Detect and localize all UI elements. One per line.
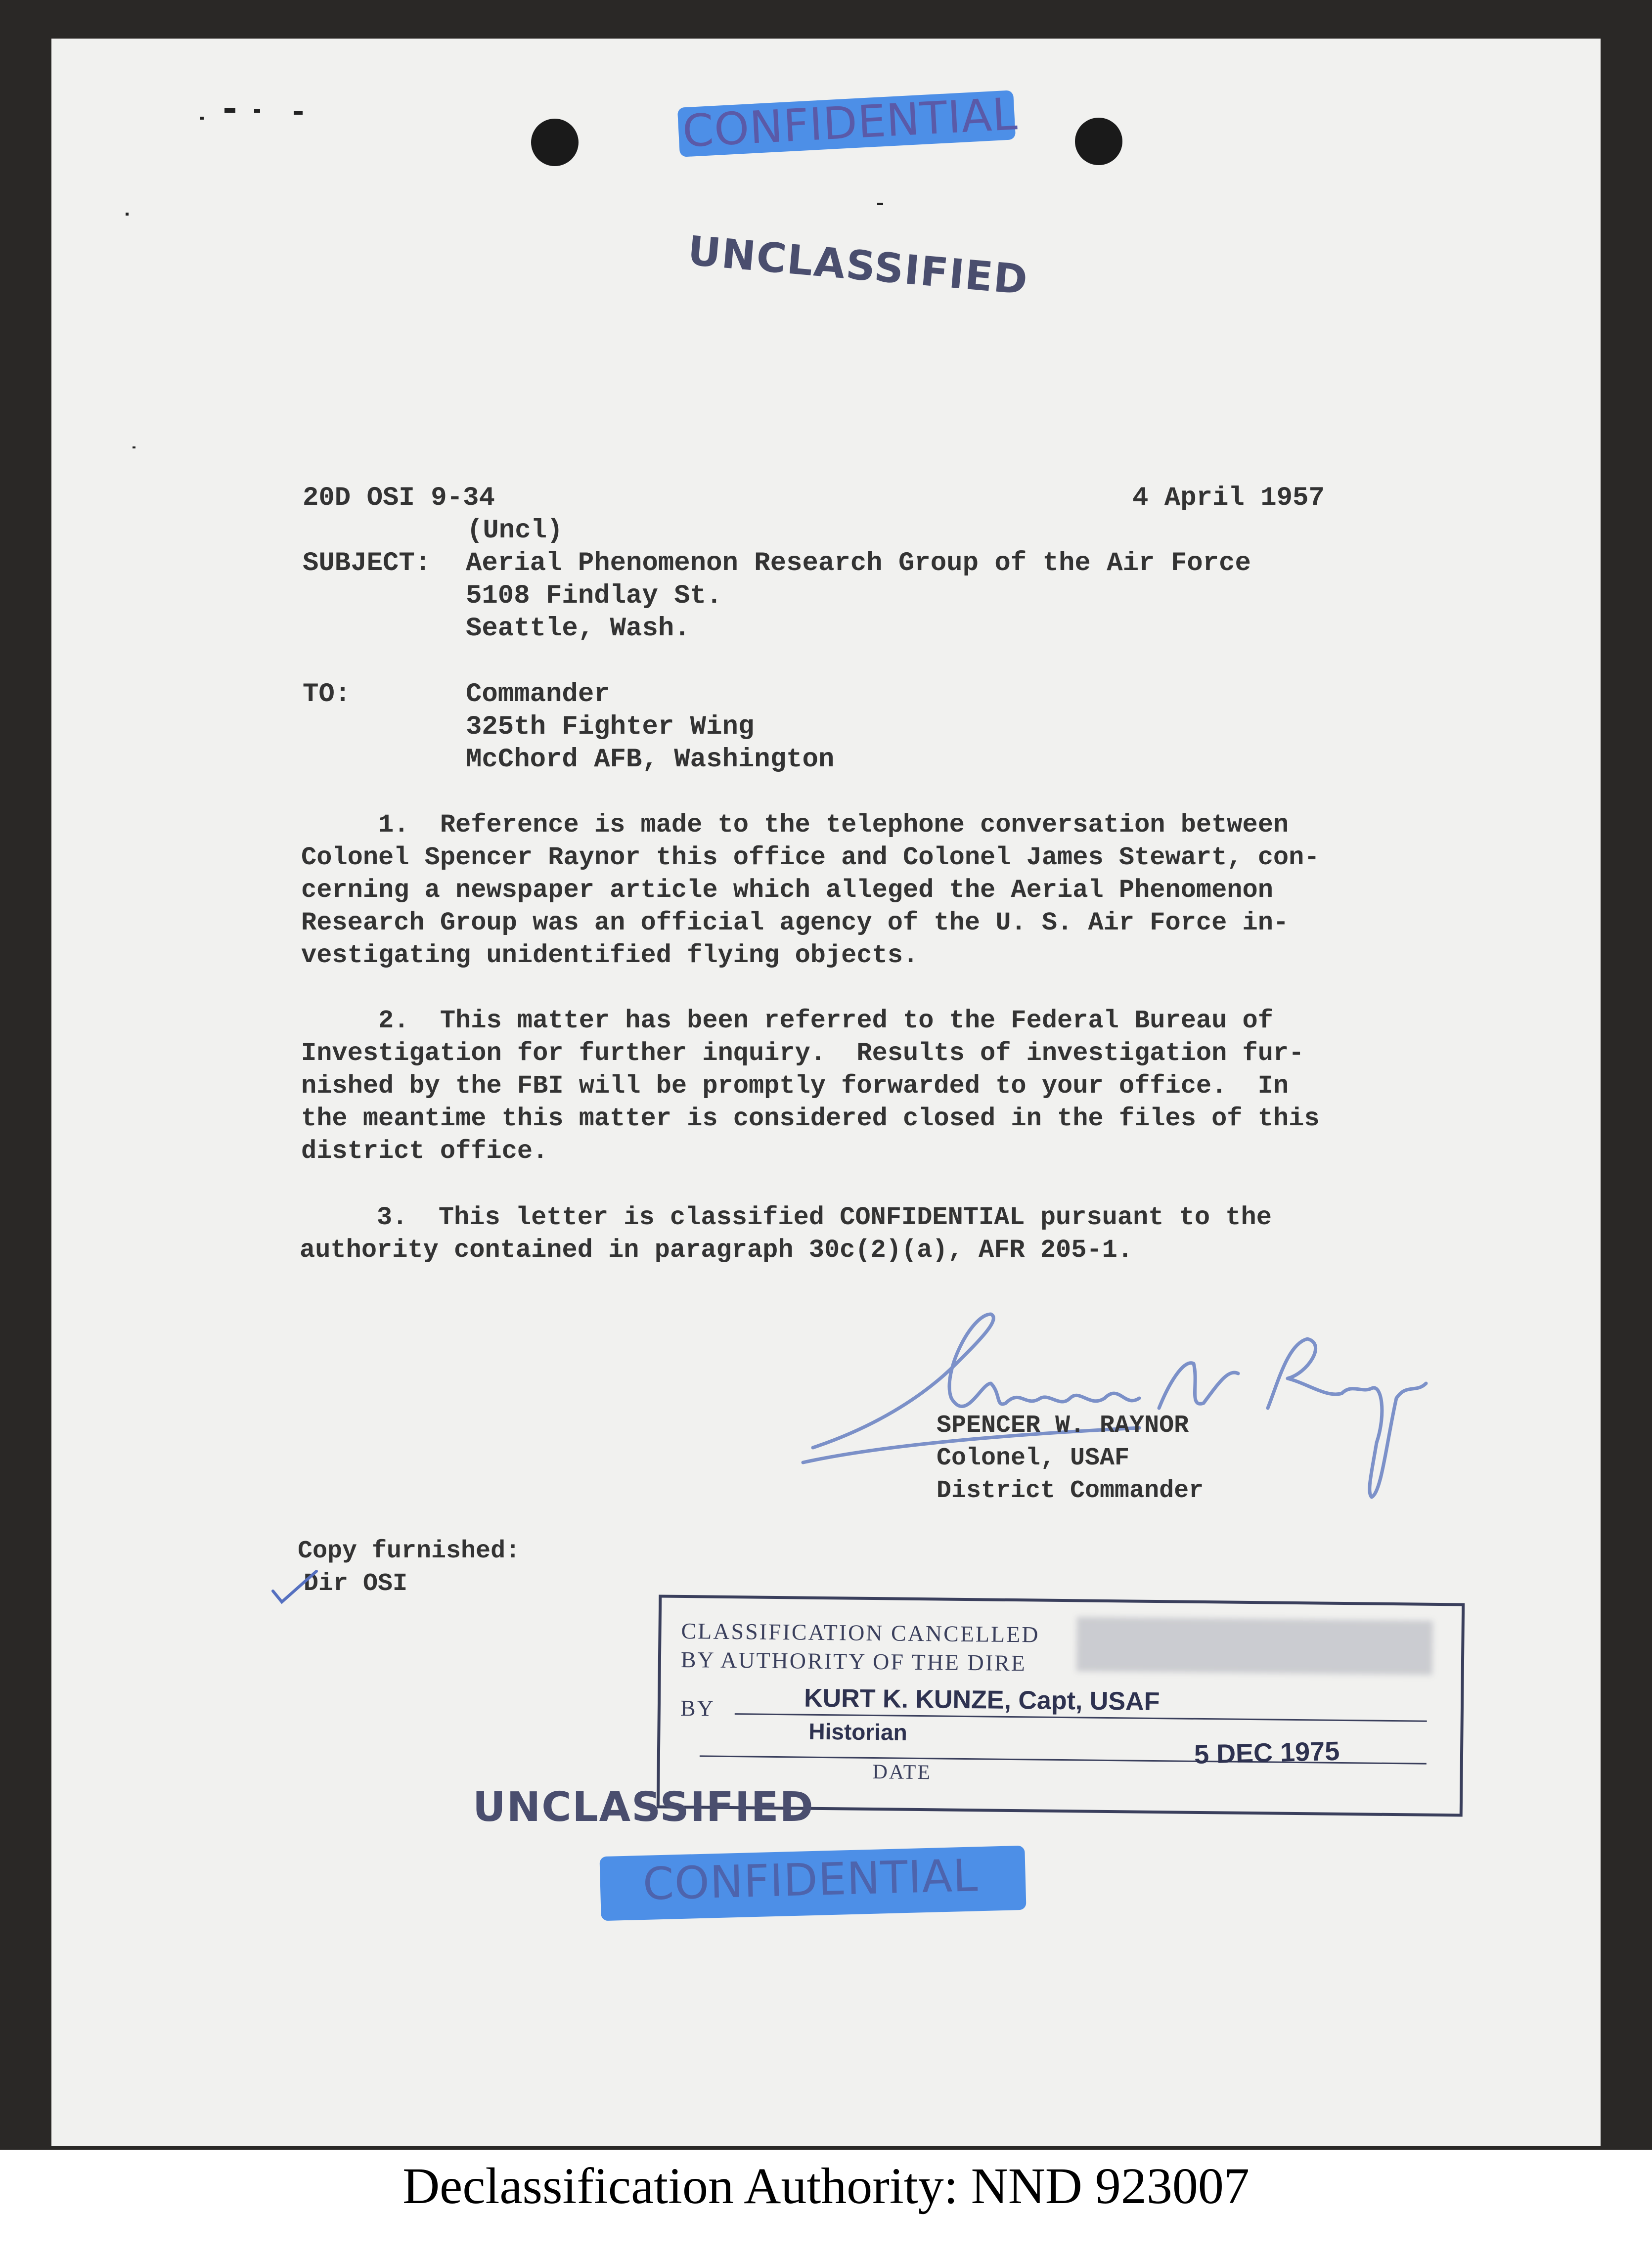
declassification-authority-caption: Declassification Authority: NND 923007	[402, 2158, 1250, 2214]
paper-speck	[294, 111, 303, 115]
paragraph-3-line: 3. This letter is classified CONFIDENTIAL pursuant to the	[300, 1203, 1272, 1232]
copy-recipient: Dir OSI	[304, 1570, 408, 1598]
paper-speck	[200, 117, 204, 120]
paragraph-1-line: vestigating unidentified flying objects.	[301, 941, 919, 970]
declassifier-title: Historian	[808, 1718, 908, 1745]
subject-classification-note: (Uncl)	[467, 516, 563, 546]
smudged-stamp-text	[1076, 1617, 1433, 1675]
binder-hole-left	[531, 119, 579, 166]
subject-label: SUBJECT:	[303, 548, 431, 578]
unclassified-stamp-bottom	[473, 1784, 814, 1838]
declassifier-name: KURT K. KUNZE, Capt, USAF	[804, 1683, 1160, 1717]
declassification-date: 5 DEC 1975	[1194, 1736, 1340, 1770]
paragraph-3-line: authority contained in paragraph 30c(2)(a), AFR 205-1.	[300, 1236, 1133, 1265]
to-line: McChord AFB, Washington	[466, 745, 835, 775]
authority-line: BY AUTHORITY OF THE DIRE	[680, 1646, 1027, 1676]
document-page	[51, 39, 1601, 2146]
confidential-stamp-top: CONFIDENTIAL	[681, 88, 1019, 158]
signer-title: District Commander	[937, 1477, 1204, 1505]
paragraph-1-line: cerning a newspaper article which alleged the Aerial Phenomenon	[301, 876, 1273, 905]
signer-name: SPENCER W. RAYNOR	[937, 1412, 1189, 1440]
paper-speck	[224, 108, 235, 113]
classification-cancelled-line: CLASSIFICATION CANCELLED	[681, 1618, 1040, 1647]
copy-furnished-label: Copy furnished:	[298, 1537, 521, 1565]
binder-hole-right	[1075, 118, 1122, 165]
subject-line: Seattle, Wash.	[466, 614, 690, 644]
subject-line: 5108 Findlay St.	[466, 581, 722, 611]
subject-line: Aerial Phenomenon Research Group of the Air Force	[466, 548, 1251, 578]
paragraph-2-line: district office.	[301, 1137, 548, 1166]
to-line: Commander	[466, 679, 610, 709]
paragraph-1-line: Research Group was an official agency of the U. S. Air Force in-	[301, 908, 1289, 937]
paragraph-2-line: 2. This matter has been referred to the Federal Bureau of	[301, 1006, 1273, 1035]
to-label: TO:	[303, 679, 351, 709]
to-line: 325th Fighter Wing	[466, 712, 755, 742]
paper-speck	[254, 109, 260, 113]
unclassified-stamp-bottom-text: UNCLASSIFIED	[473, 1784, 814, 1831]
confidential-stamp-bottom: CONFIDENTIAL	[642, 1850, 979, 1910]
paragraph-2-line: Investigation for further inquiry. Results of investigation fur-	[301, 1039, 1304, 1068]
paragraph-2-line: nished by the FBI will be promptly forwarded to your office. In	[301, 1071, 1289, 1101]
unclassified-stamp-top: UNCLASSIFIED	[686, 227, 1030, 304]
paragraph-1-line: Colonel Spencer Raynor this office and Colonel James Stewart, con-	[301, 843, 1320, 872]
letter-date: 4 April 1957	[1132, 483, 1325, 513]
file-number: 20D OSI 9-34	[303, 483, 495, 513]
paper-speck	[133, 446, 135, 448]
paragraph-1-line: 1. Reference is made to the telephone conversation between	[301, 810, 1289, 840]
by-label: BY	[680, 1695, 715, 1721]
paper-speck	[126, 213, 129, 216]
date-label: DATE	[872, 1761, 932, 1784]
signer-rank: Colonel, USAF	[937, 1444, 1130, 1472]
check-mark	[269, 1566, 323, 1606]
paper-speck	[877, 203, 883, 205]
paragraph-2-line: the meantime this matter is considered closed in the files of this	[301, 1104, 1320, 1133]
